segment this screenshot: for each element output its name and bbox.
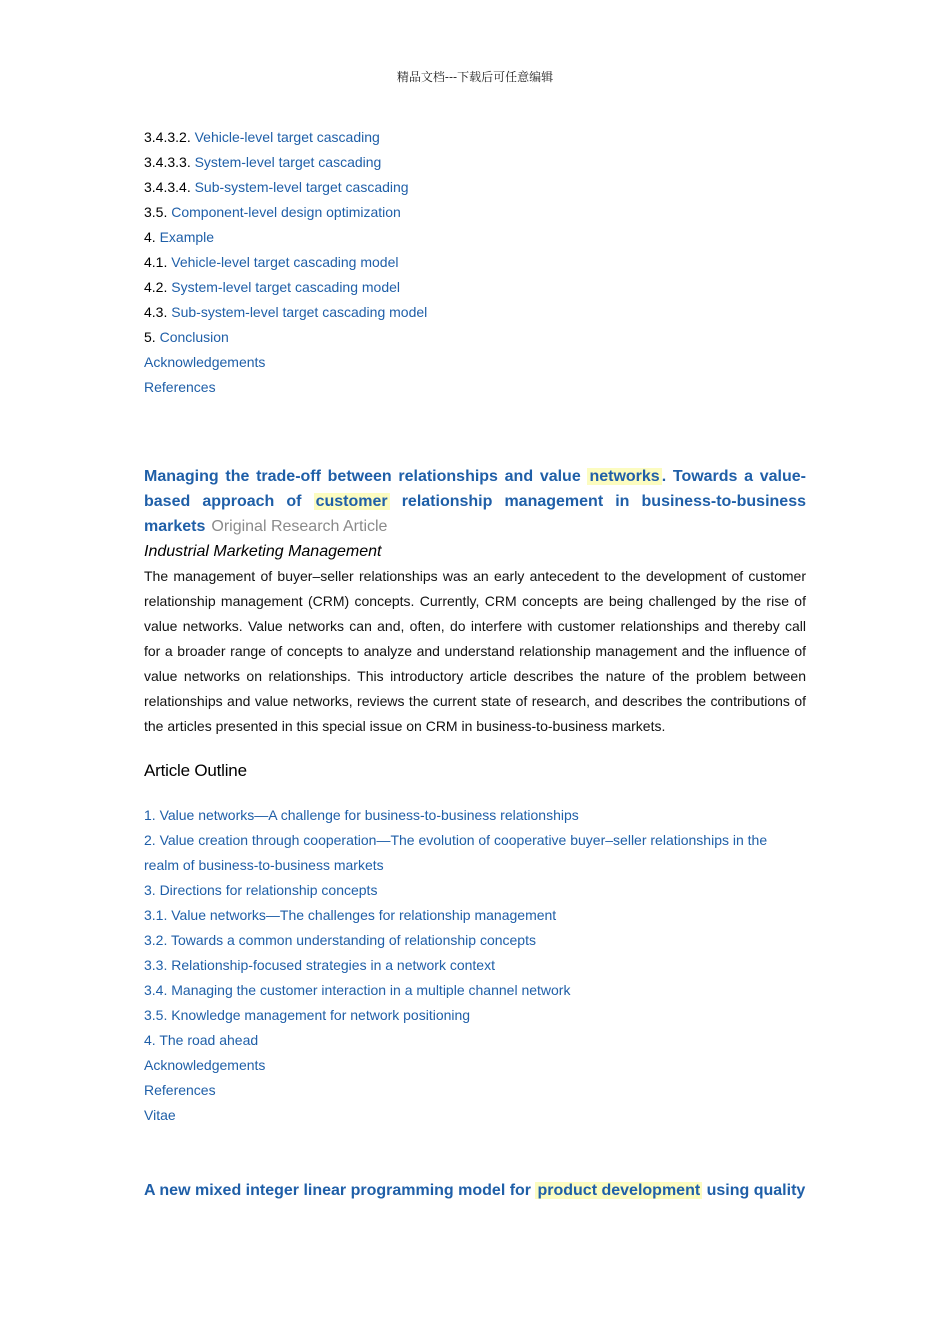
- toc-item: [144, 150, 806, 175]
- outline-link[interactable]: 3.3. Relationship-focused strategies in a network context: [144, 957, 495, 973]
- toc-item: [144, 175, 806, 200]
- toc-item: [144, 275, 806, 300]
- article-title-link[interactable]: [144, 1182, 805, 1199]
- page-header: 精品文档---下载后可任意编辑: [396, 70, 554, 84]
- title-text: relationship management in business-to-business markets: [144, 493, 806, 535]
- toc-number: 3.4.3.4.: [144, 179, 191, 195]
- article-title: [144, 464, 806, 539]
- outline-link[interactable]: Acknowledgements: [144, 1057, 266, 1073]
- toc-number: 5.: [144, 329, 156, 345]
- toc-link[interactable]: Vehicle-level target cascading: [194, 129, 380, 145]
- toc-link[interactable]: Vehicle-level target cascading model: [171, 254, 399, 270]
- toc-item: [144, 250, 806, 275]
- title-text: Managing the trade-off between relationships and value: [144, 468, 581, 485]
- outline-link[interactable]: 3. Directions for relationship concepts: [144, 882, 378, 898]
- outline-link[interactable]: 4. The road ahead: [144, 1032, 259, 1048]
- toc-link-references[interactable]: References: [144, 379, 216, 395]
- article-abstract: The management of buyer–seller relationships was an early antecedent to the development of customer relationship management (CRM) concepts. Currently, CRM concepts are being challenged by the rise of value networks. Value networks can and, often, do interfere with customer relationships and thereby call for a broader range of concepts to analyze and understand relationship management and the influence of value networks on relationships. This introductory article describes the nature of the problem between relationships and value networks, reviews the current state of research, and describes the contributions of the articles presented in this special issue on CRM in business-to-business markets.: [144, 568, 806, 734]
- toc-link[interactable]: Example: [159, 229, 215, 245]
- toc-number: 4.3.: [144, 304, 168, 320]
- outline-link[interactable]: Vitae: [144, 1107, 176, 1123]
- toc-link[interactable]: Component-level design optimization: [171, 204, 401, 220]
- toc-link[interactable]: Sub-system-level target cascading model: [171, 304, 428, 320]
- outline-link[interactable]: 2. Value creation through cooperation—The evolution of cooperative buyer–seller relationships in the realm of business-to-business markets: [144, 832, 768, 873]
- toc-item: [144, 200, 806, 225]
- article-outline-list: [144, 803, 806, 1128]
- toc-item: [144, 325, 806, 350]
- outline-link[interactable]: 3.1. Value networks—The challenges for relationship management: [144, 907, 557, 923]
- title-text: using quality: [706, 1182, 806, 1199]
- outline-link[interactable]: 3.5. Knowledge management for network positioning: [144, 1007, 471, 1023]
- toc-item: [144, 125, 806, 150]
- article-type-label: Original Research Article: [211, 518, 388, 535]
- toc-item: [144, 375, 806, 400]
- toc-link[interactable]: Sub-system-level target cascading: [194, 179, 409, 195]
- article-outline-heading: Article Outline: [144, 761, 247, 780]
- toc-number: 3.5.: [144, 204, 168, 220]
- toc-number: 4.2.: [144, 279, 168, 295]
- toc-link[interactable]: System-level target cascading model: [171, 279, 401, 295]
- search-highlight: customer: [315, 493, 388, 510]
- outline-link[interactable]: 1. Value networks—A challenge for business-to-business relationships: [144, 807, 579, 823]
- journal-name: Industrial Marketing Management: [144, 543, 382, 560]
- toc-number: 3.4.3.3.: [144, 154, 191, 170]
- toc-link[interactable]: System-level target cascading: [194, 154, 382, 170]
- outline-link[interactable]: References: [144, 1082, 216, 1098]
- toc-list: [144, 125, 806, 400]
- toc-item: [144, 350, 806, 375]
- toc-item: [144, 300, 806, 325]
- toc-link-acknowledgements[interactable]: Acknowledgements: [144, 354, 266, 370]
- search-highlight: networks: [589, 468, 660, 485]
- outline-link[interactable]: 3.4. Managing the customer interaction in a multiple channel network: [144, 982, 571, 998]
- article-title: [144, 1178, 806, 1203]
- toc-item: [144, 225, 806, 250]
- document-body: [144, 125, 806, 1203]
- toc-link[interactable]: Conclusion: [159, 329, 229, 345]
- outline-link[interactable]: 3.2. Towards a common understanding of relationship concepts: [144, 932, 536, 948]
- title-text: . Towards a value-based approach of: [144, 468, 807, 510]
- toc-number: 4.1.: [144, 254, 168, 270]
- title-text: A new mixed integer linear programming model for: [144, 1182, 532, 1199]
- toc-number: 4.: [144, 229, 156, 245]
- search-highlight: product development: [537, 1182, 701, 1199]
- toc-number: 3.4.3.2.: [144, 129, 191, 145]
